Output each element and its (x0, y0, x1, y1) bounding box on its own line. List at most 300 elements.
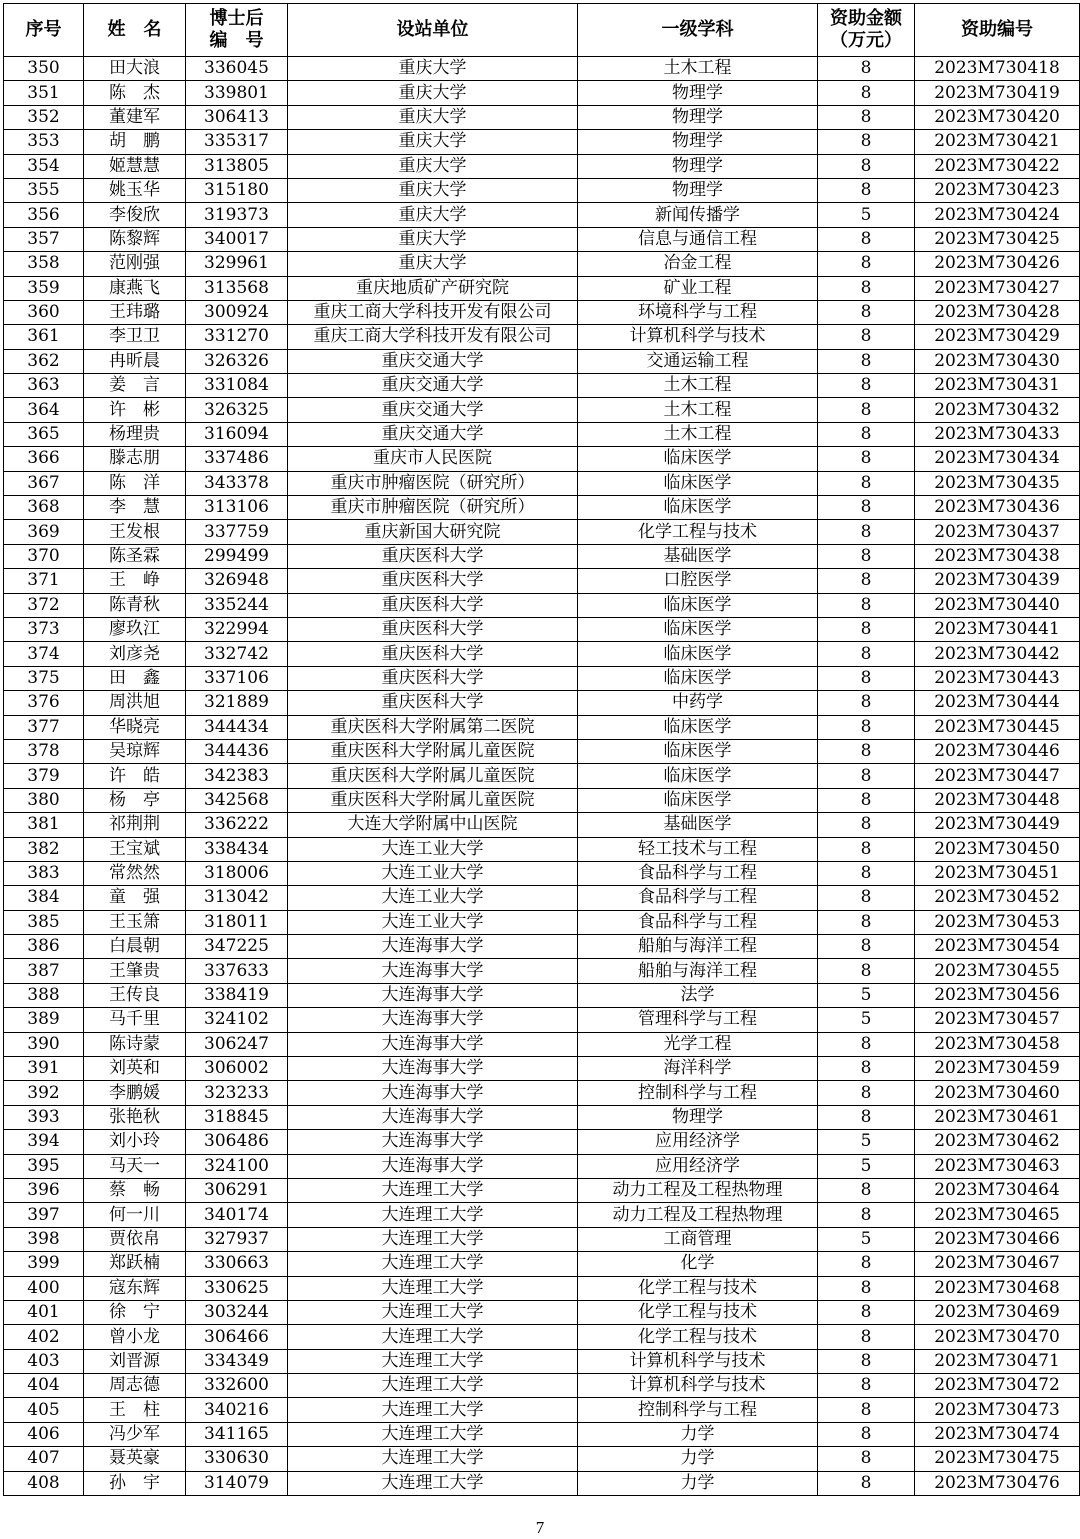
cell-unit: 大连理工大学 (288, 1325, 578, 1349)
cell-postdoc-no: 335244 (186, 593, 288, 617)
cell-unit: 大连工业大学 (288, 886, 578, 910)
table-row (4, 983, 1080, 1007)
cell-amount: 8 (818, 276, 915, 300)
table-row (4, 520, 1080, 544)
cell-postdoc-no: 340017 (186, 227, 288, 251)
cell-funding-no: 2023M730429 (915, 325, 1080, 349)
cell-funding-no: 2023M730433 (915, 422, 1080, 446)
cell-postdoc-no: 327937 (186, 1227, 288, 1251)
cell-amount: 8 (818, 861, 915, 885)
cell-name: 王肇贵 (84, 959, 186, 983)
cell-unit: 重庆医科大学附属儿童医院 (288, 739, 578, 763)
cell-unit: 重庆医科大学 (288, 642, 578, 666)
cell-seq: 405 (4, 1398, 84, 1422)
cell-name: 陈青秋 (84, 593, 186, 617)
cell-discipline: 临床医学 (578, 739, 818, 763)
cell-name: 陈圣霖 (84, 544, 186, 568)
cell-seq: 358 (4, 252, 84, 276)
cell-seq: 386 (4, 935, 84, 959)
cell-discipline: 法学 (578, 983, 818, 1007)
cell-discipline: 力学 (578, 1447, 818, 1471)
cell-unit: 大连理工大学 (288, 1276, 578, 1300)
cell-seq: 368 (4, 496, 84, 520)
table-row (4, 349, 1080, 373)
cell-unit: 大连理工大学 (288, 1422, 578, 1446)
table-row (4, 739, 1080, 763)
cell-name: 许 皓 (84, 764, 186, 788)
table-row (4, 1398, 1080, 1422)
cell-amount: 8 (818, 1422, 915, 1446)
cell-unit: 重庆大学 (288, 57, 578, 81)
cell-amount: 8 (818, 1252, 915, 1276)
header-postdoc-no-line2: 编 号 (209, 30, 264, 51)
cell-unit: 大连理工大学 (288, 1471, 578, 1495)
cell-seq: 392 (4, 1081, 84, 1105)
header-amount-line1: 资助金额 (830, 8, 902, 29)
cell-funding-no: 2023M730431 (915, 374, 1080, 398)
table-row (4, 1105, 1080, 1129)
cell-seq: 394 (4, 1130, 84, 1154)
cell-discipline: 食品科学与工程 (578, 861, 818, 885)
cell-name: 华晓亮 (84, 715, 186, 739)
cell-discipline: 物理学 (578, 154, 818, 178)
cell-funding-no: 2023M730438 (915, 544, 1080, 568)
cell-discipline: 物理学 (578, 178, 818, 202)
cell-postdoc-no: 340174 (186, 1203, 288, 1227)
cell-unit: 大连海事大学 (288, 1081, 578, 1105)
cell-name: 王 柱 (84, 1398, 186, 1422)
cell-unit: 大连工业大学 (288, 910, 578, 934)
cell-amount: 8 (818, 178, 915, 202)
cell-amount: 5 (818, 1154, 915, 1178)
cell-name: 李卫卫 (84, 325, 186, 349)
table-row (4, 398, 1080, 422)
table-row (4, 1178, 1080, 1202)
cell-funding-no: 2023M730454 (915, 935, 1080, 959)
table-row (4, 1130, 1080, 1154)
cell-amount: 8 (818, 788, 915, 812)
cell-name: 刘彦尧 (84, 642, 186, 666)
cell-discipline: 临床医学 (578, 642, 818, 666)
cell-funding-no: 2023M730451 (915, 861, 1080, 885)
table-row (4, 1374, 1080, 1398)
cell-name: 姜 言 (84, 374, 186, 398)
cell-name: 寇东辉 (84, 1276, 186, 1300)
cell-discipline: 物理学 (578, 105, 818, 129)
cell-amount: 8 (818, 471, 915, 495)
cell-unit: 重庆交通大学 (288, 374, 578, 398)
cell-postdoc-no: 306291 (186, 1178, 288, 1202)
cell-name: 陈 洋 (84, 471, 186, 495)
cell-name: 廖玖江 (84, 617, 186, 641)
header-name: 姓 名 (84, 4, 186, 57)
table-row (4, 666, 1080, 690)
cell-funding-no: 2023M730430 (915, 349, 1080, 373)
cell-seq: 391 (4, 1057, 84, 1081)
cell-postdoc-no: 300924 (186, 300, 288, 324)
cell-amount: 8 (818, 715, 915, 739)
cell-unit: 重庆医科大学 (288, 617, 578, 641)
cell-name: 祁荆荆 (84, 813, 186, 837)
cell-funding-no: 2023M730422 (915, 154, 1080, 178)
cell-seq: 397 (4, 1203, 84, 1227)
cell-unit: 大连理工大学 (288, 1300, 578, 1324)
cell-funding-no: 2023M730473 (915, 1398, 1080, 1422)
cell-seq: 389 (4, 1008, 84, 1032)
table-row (4, 422, 1080, 446)
cell-name: 王宝斌 (84, 837, 186, 861)
table-row (4, 569, 1080, 593)
cell-postdoc-no: 306413 (186, 105, 288, 129)
cell-discipline: 临床医学 (578, 715, 818, 739)
cell-seq: 361 (4, 325, 84, 349)
cell-name: 王玮璐 (84, 300, 186, 324)
cell-unit: 大连理工大学 (288, 1447, 578, 1471)
cell-unit: 重庆工商大学科技开发有限公司 (288, 300, 578, 324)
cell-name: 刘英和 (84, 1057, 186, 1081)
table-row (4, 300, 1080, 324)
cell-name: 马千里 (84, 1008, 186, 1032)
cell-funding-no: 2023M730437 (915, 520, 1080, 544)
cell-unit: 重庆医科大学附属第二医院 (288, 715, 578, 739)
cell-postdoc-no: 342568 (186, 788, 288, 812)
cell-discipline: 化学 (578, 1252, 818, 1276)
cell-unit: 重庆市人民医院 (288, 447, 578, 471)
cell-seq: 390 (4, 1032, 84, 1056)
cell-seq: 366 (4, 447, 84, 471)
cell-name: 徐 宁 (84, 1300, 186, 1324)
cell-name: 田大浪 (84, 57, 186, 81)
cell-amount: 5 (818, 203, 915, 227)
table-row (4, 886, 1080, 910)
cell-funding-no: 2023M730423 (915, 178, 1080, 202)
cell-postdoc-no: 336045 (186, 57, 288, 81)
cell-funding-no: 2023M730468 (915, 1276, 1080, 1300)
cell-name: 姬慧慧 (84, 154, 186, 178)
table-row (4, 715, 1080, 739)
cell-discipline: 基础医学 (578, 544, 818, 568)
table-row (4, 1203, 1080, 1227)
cell-amount: 8 (818, 520, 915, 544)
cell-seq: 362 (4, 349, 84, 373)
cell-funding-no: 2023M730445 (915, 715, 1080, 739)
cell-funding-no: 2023M730458 (915, 1032, 1080, 1056)
table-row (4, 1008, 1080, 1032)
cell-funding-no: 2023M730471 (915, 1349, 1080, 1373)
cell-name: 王玉箫 (84, 910, 186, 934)
cell-funding-no: 2023M730428 (915, 300, 1080, 324)
cell-discipline: 力学 (578, 1471, 818, 1495)
cell-funding-no: 2023M730441 (915, 617, 1080, 641)
cell-unit: 大连海事大学 (288, 1008, 578, 1032)
cell-amount: 8 (818, 593, 915, 617)
cell-seq: 404 (4, 1374, 84, 1398)
cell-unit: 重庆新国大研究院 (288, 520, 578, 544)
cell-funding-no: 2023M730455 (915, 959, 1080, 983)
cell-postdoc-no: 347225 (186, 935, 288, 959)
cell-name: 田 鑫 (84, 666, 186, 690)
funding-table-sheet (3, 3, 1079, 1496)
cell-unit: 大连海事大学 (288, 983, 578, 1007)
cell-postdoc-no: 337486 (186, 447, 288, 471)
cell-name: 陈 杰 (84, 81, 186, 105)
cell-amount: 8 (818, 154, 915, 178)
cell-funding-no: 2023M730420 (915, 105, 1080, 129)
cell-unit: 大连海事大学 (288, 1057, 578, 1081)
cell-seq: 396 (4, 1178, 84, 1202)
cell-postdoc-no: 315180 (186, 178, 288, 202)
cell-postdoc-no: 344436 (186, 739, 288, 763)
cell-amount: 8 (818, 1057, 915, 1081)
cell-discipline: 计算机科学与技术 (578, 1374, 818, 1398)
cell-postdoc-no: 306247 (186, 1032, 288, 1056)
cell-amount: 8 (818, 959, 915, 983)
table-row (4, 252, 1080, 276)
table-row (4, 642, 1080, 666)
cell-funding-no: 2023M730436 (915, 496, 1080, 520)
cell-unit: 大连海事大学 (288, 1130, 578, 1154)
cell-funding-no: 2023M730427 (915, 276, 1080, 300)
cell-postdoc-no: 314079 (186, 1471, 288, 1495)
cell-postdoc-no: 321889 (186, 691, 288, 715)
cell-name: 陈诗蒙 (84, 1032, 186, 1056)
cell-funding-no: 2023M730465 (915, 1203, 1080, 1227)
cell-amount: 8 (818, 252, 915, 276)
cell-postdoc-no: 339801 (186, 81, 288, 105)
cell-discipline: 临床医学 (578, 496, 818, 520)
cell-unit: 重庆市肿瘤医院（研究所） (288, 496, 578, 520)
cell-seq: 360 (4, 300, 84, 324)
cell-amount: 8 (818, 837, 915, 861)
table-header (4, 4, 1080, 57)
cell-seq: 402 (4, 1325, 84, 1349)
cell-unit: 重庆交通大学 (288, 398, 578, 422)
cell-unit: 大连理工大学 (288, 1252, 578, 1276)
cell-name: 郑跃楠 (84, 1252, 186, 1276)
cell-name: 王发根 (84, 520, 186, 544)
cell-name: 胡 鹏 (84, 130, 186, 154)
cell-funding-no: 2023M730475 (915, 1447, 1080, 1471)
cell-name: 冯少军 (84, 1422, 186, 1446)
cell-name: 曾小龙 (84, 1325, 186, 1349)
cell-discipline: 化学工程与技术 (578, 1276, 818, 1300)
table-row (4, 1422, 1080, 1446)
cell-amount: 5 (818, 1008, 915, 1032)
cell-discipline: 口腔医学 (578, 569, 818, 593)
cell-unit: 重庆大学 (288, 154, 578, 178)
cell-unit: 大连海事大学 (288, 1032, 578, 1056)
cell-amount: 8 (818, 1325, 915, 1349)
cell-discipline: 动力工程及工程热物理 (578, 1178, 818, 1202)
cell-discipline: 工商管理 (578, 1227, 818, 1251)
cell-discipline: 化学工程与技术 (578, 1325, 818, 1349)
cell-amount: 8 (818, 325, 915, 349)
cell-unit: 重庆交通大学 (288, 349, 578, 373)
cell-unit: 重庆大学 (288, 252, 578, 276)
cell-discipline: 冶金工程 (578, 252, 818, 276)
cell-amount: 8 (818, 1105, 915, 1129)
cell-funding-no: 2023M730470 (915, 1325, 1080, 1349)
cell-postdoc-no: 329961 (186, 252, 288, 276)
cell-postdoc-no: 326326 (186, 349, 288, 373)
cell-name: 刘晋源 (84, 1349, 186, 1373)
cell-name: 何一川 (84, 1203, 186, 1227)
cell-discipline: 化学工程与技术 (578, 1300, 818, 1324)
cell-postdoc-no: 322994 (186, 617, 288, 641)
cell-postdoc-no: 313805 (186, 154, 288, 178)
cell-seq: 406 (4, 1422, 84, 1446)
cell-funding-no: 2023M730474 (915, 1422, 1080, 1446)
cell-discipline: 土木工程 (578, 422, 818, 446)
cell-postdoc-no: 316094 (186, 422, 288, 446)
cell-unit: 重庆大学 (288, 130, 578, 154)
cell-seq: 398 (4, 1227, 84, 1251)
cell-seq: 393 (4, 1105, 84, 1129)
cell-name: 童 强 (84, 886, 186, 910)
cell-amount: 8 (818, 374, 915, 398)
cell-seq: 407 (4, 1447, 84, 1471)
cell-seq: 351 (4, 81, 84, 105)
table-row (4, 1276, 1080, 1300)
cell-discipline: 土木工程 (578, 57, 818, 81)
header-amount-line2: （万元） (830, 30, 902, 51)
cell-amount: 8 (818, 130, 915, 154)
cell-funding-no: 2023M730467 (915, 1252, 1080, 1276)
cell-name: 许 彬 (84, 398, 186, 422)
cell-seq: 369 (4, 520, 84, 544)
cell-postdoc-no: 335317 (186, 130, 288, 154)
cell-amount: 8 (818, 1374, 915, 1398)
cell-postdoc-no: 324102 (186, 1008, 288, 1032)
cell-unit: 重庆大学 (288, 227, 578, 251)
cell-funding-no: 2023M730448 (915, 788, 1080, 812)
cell-amount: 8 (818, 886, 915, 910)
cell-unit: 大连海事大学 (288, 1105, 578, 1129)
cell-amount: 8 (818, 496, 915, 520)
table-row (4, 1447, 1080, 1471)
table-row (4, 227, 1080, 251)
cell-unit: 大连海事大学 (288, 959, 578, 983)
cell-amount: 8 (818, 617, 915, 641)
cell-postdoc-no: 303244 (186, 1300, 288, 1324)
cell-discipline: 中药学 (578, 691, 818, 715)
cell-unit: 大连理工大学 (288, 1227, 578, 1251)
cell-amount: 8 (818, 300, 915, 324)
cell-name: 孙 宇 (84, 1471, 186, 1495)
cell-name: 王 峥 (84, 569, 186, 593)
cell-discipline: 海洋科学 (578, 1057, 818, 1081)
cell-unit: 大连海事大学 (288, 1154, 578, 1178)
table-row (4, 276, 1080, 300)
cell-seq: 378 (4, 739, 84, 763)
cell-seq: 350 (4, 57, 84, 81)
cell-name: 李鹏媛 (84, 1081, 186, 1105)
cell-funding-no: 2023M730476 (915, 1471, 1080, 1495)
cell-postdoc-no: 332742 (186, 642, 288, 666)
cell-seq: 359 (4, 276, 84, 300)
cell-postdoc-no: 337106 (186, 666, 288, 690)
cell-seq: 379 (4, 764, 84, 788)
cell-seq: 376 (4, 691, 84, 715)
table-row (4, 1325, 1080, 1349)
table-row (4, 471, 1080, 495)
cell-funding-no: 2023M730440 (915, 593, 1080, 617)
cell-discipline: 临床医学 (578, 788, 818, 812)
cell-seq: 352 (4, 105, 84, 129)
cell-seq: 372 (4, 593, 84, 617)
cell-postdoc-no: 299499 (186, 544, 288, 568)
table-row (4, 1252, 1080, 1276)
cell-name: 马天一 (84, 1154, 186, 1178)
cell-seq: 375 (4, 666, 84, 690)
cell-funding-no: 2023M730459 (915, 1057, 1080, 1081)
cell-postdoc-no: 313568 (186, 276, 288, 300)
cell-unit: 重庆交通大学 (288, 422, 578, 446)
cell-name: 常然然 (84, 861, 186, 885)
table-row (4, 764, 1080, 788)
cell-discipline: 新闻传播学 (578, 203, 818, 227)
header-row (4, 4, 1080, 57)
cell-postdoc-no: 331084 (186, 374, 288, 398)
funding-table (3, 3, 1080, 1496)
cell-seq: 399 (4, 1252, 84, 1276)
table-row (4, 959, 1080, 983)
cell-name: 张艳秋 (84, 1105, 186, 1129)
cell-discipline: 交通运输工程 (578, 349, 818, 373)
cell-seq: 363 (4, 374, 84, 398)
header-discipline: 一级学科 (578, 4, 818, 57)
table-body (4, 57, 1080, 1496)
table-row (4, 935, 1080, 959)
cell-unit: 重庆医科大学 (288, 666, 578, 690)
cell-postdoc-no: 306466 (186, 1325, 288, 1349)
cell-funding-no: 2023M730447 (915, 764, 1080, 788)
table-row (4, 374, 1080, 398)
cell-name: 李俊欣 (84, 203, 186, 227)
cell-unit: 大连理工大学 (288, 1203, 578, 1227)
cell-funding-no: 2023M730446 (915, 739, 1080, 763)
cell-discipline: 信息与通信工程 (578, 227, 818, 251)
cell-seq: 371 (4, 569, 84, 593)
cell-discipline: 动力工程及工程热物理 (578, 1203, 818, 1227)
cell-name: 杨 亭 (84, 788, 186, 812)
cell-postdoc-no: 337759 (186, 520, 288, 544)
cell-discipline: 物理学 (578, 1105, 818, 1129)
cell-funding-no: 2023M730425 (915, 227, 1080, 251)
cell-discipline: 力学 (578, 1422, 818, 1446)
cell-unit: 大连理工大学 (288, 1374, 578, 1398)
cell-postdoc-no: 338419 (186, 983, 288, 1007)
cell-postdoc-no: 326948 (186, 569, 288, 593)
cell-seq: 373 (4, 617, 84, 641)
cell-discipline: 临床医学 (578, 617, 818, 641)
cell-postdoc-no: 318845 (186, 1105, 288, 1129)
cell-seq: 380 (4, 788, 84, 812)
table-row (4, 178, 1080, 202)
cell-amount: 8 (818, 813, 915, 837)
cell-name: 周志德 (84, 1374, 186, 1398)
table-row (4, 910, 1080, 934)
table-row (4, 81, 1080, 105)
table-row (4, 1471, 1080, 1495)
table-row (4, 1057, 1080, 1081)
table-row (4, 1300, 1080, 1324)
cell-funding-no: 2023M730461 (915, 1105, 1080, 1129)
cell-unit: 重庆市肿瘤医院（研究所） (288, 471, 578, 495)
cell-discipline: 物理学 (578, 130, 818, 154)
cell-seq: 374 (4, 642, 84, 666)
cell-amount: 8 (818, 1300, 915, 1324)
